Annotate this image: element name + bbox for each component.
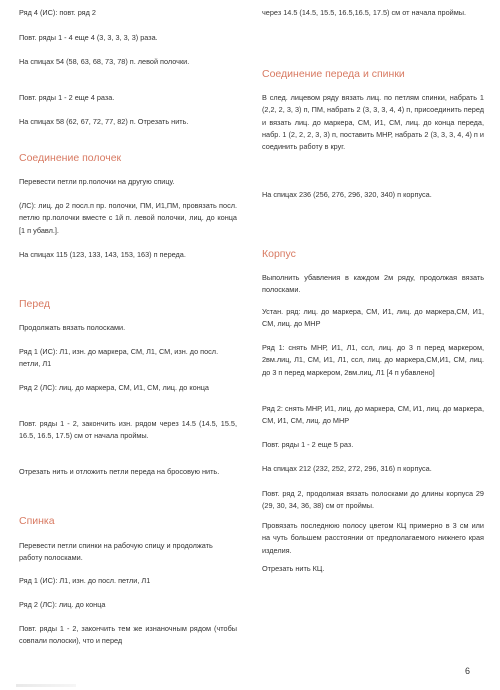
paragraph: Ряд 2: снять МНР, И1, лиц. до маркера, СМ, И1, лиц. до маркера, СМ, И1, СМ, лиц. до МНР — [262, 404, 484, 426]
paragraph: через 14.5 (14.5, 15.5, 16.5,16.5, 17.5) см от начала проймы. — [262, 8, 467, 17]
paragraph: (ЛС): лиц. до 2 посл.п пр. полочки, ПМ, И1,ПМ, провязать посл. петлю пр.полочки вместе с 1й п. левой полочки, лиц. до конца [1 п убавл.]. — [19, 201, 237, 235]
paragraph: Ряд 1 (ИС): Л1, изн. до маркера, СМ, Л1, СМ, изн. до посл. петли, Л1 — [19, 347, 219, 369]
paragraph: Продолжать вязать полосками. — [19, 323, 126, 332]
section-heading: Соединение полочек — [19, 152, 122, 164]
paragraph: Выполнить убавления в каждом 2м ряду, продолжая вязать полосками. — [262, 273, 484, 295]
paragraph: На спицах 115 (123, 133, 143, 153, 163) п переда. — [19, 250, 186, 259]
paragraph: Ряд 4 (ИС): повт. ряд 2 — [19, 8, 96, 17]
paragraph: Повт. ряды 1 - 2, закончить изн. рядом через 14.5 (14.5, 15.5, 16.5, 16.5, 17.5) см от начала проймы. — [19, 419, 237, 441]
paragraph: Повт. ряды 1 - 2 еще 4 раза. — [19, 93, 115, 102]
paragraph: На спицах 58 (62, 67, 72, 77, 82) п. Отрезать нить. — [19, 117, 189, 126]
paragraph: Повт. ряды 1 - 4 еще 4 (3, 3, 3, 3, 3) раза. — [19, 33, 158, 42]
paragraph: Отрезать нить КЦ. — [262, 564, 325, 573]
section-heading: Корпус — [262, 248, 296, 260]
paragraph: Повт. ряды 1 - 2 еще 5 раз. — [262, 440, 354, 449]
paragraph: Повт. ряд 2, продолжая вязать полосками до длины корпуса 29 (29, 30, 34, 36, 38) см от проймы. — [262, 489, 484, 511]
paragraph: На спицах 54 (58, 63, 68, 73, 78) п. левой полочки. — [19, 57, 190, 66]
paragraph: Повт. ряды 1 - 2, закончить тем же изнаночным рядом (чтобы совпали полоски), что и перед — [19, 624, 237, 646]
section-heading: Перед — [19, 298, 50, 310]
paragraph: Ряд 2 (ЛС): лиц. до конца — [19, 600, 106, 609]
paragraph: Ряд 2 (ЛС): лиц. до маркера, СМ, И1, СМ, лиц. до конца — [19, 383, 209, 392]
paragraph: Перевести петли спинки на рабочую спицу и продолжать работу полосками. — [19, 541, 213, 563]
paragraph: В след. лицевом ряду вязать лиц. по петлям спинки, набрать 1 (2,2, 2, 3, 3) п, ПМ, набрать 2 (3, 3, 3, 4, 4) п, присоединить перед и вязать лиц. до маркера, СМ, И1, СМ, лиц. до конца переда, набр. 1 (2, 2, 2, 3, 3) п, поставить МНР, набрать 2 (3, 3, 3, 4, 4) п и соединить работу в круг. — [262, 93, 484, 152]
paragraph: Отрезать нить и отложить петли переда на бросовую нить. — [19, 467, 220, 476]
section-heading: Спинка — [19, 515, 55, 527]
paragraph: Перевести петли пр.полочки на другую спицу. — [19, 177, 175, 186]
scan-artifact — [16, 684, 76, 687]
paragraph: На спицах 212 (232, 252, 272, 296, 316) п корпуса. — [262, 464, 432, 473]
section-heading: Соединение переда и спинки — [262, 68, 405, 80]
paragraph: На спицах 236 (256, 276, 296, 320, 340) п корпуса. — [262, 190, 432, 199]
paragraph: Провязать последнюю полосу цветом КЦ примерно в 3 см или на чуть большем расстоянии от предполагаемого нижнего края изделия. — [262, 521, 484, 555]
paragraph: Ряд 1: снять МНР, И1, Л1, ссл, лиц. до 3 п перед маркером, 2вм.лиц, Л1, СМ, И1, Л1, ссл, лиц. до маркера,СМ,И1, СМ, лиц. до 3 п перед маркером, 2вм.лиц, Л1 [4 п убавлено] — [262, 343, 484, 377]
page-number: 6 — [465, 666, 471, 676]
paragraph: Устан. ряд: лиц. до маркера, СМ, И1, лиц. до маркера,СМ, И1, СМ, лиц. до МНР — [262, 307, 484, 329]
paragraph: Ряд 1 (ИС): Л1, изн. до посл. петли, Л1 — [19, 576, 151, 585]
